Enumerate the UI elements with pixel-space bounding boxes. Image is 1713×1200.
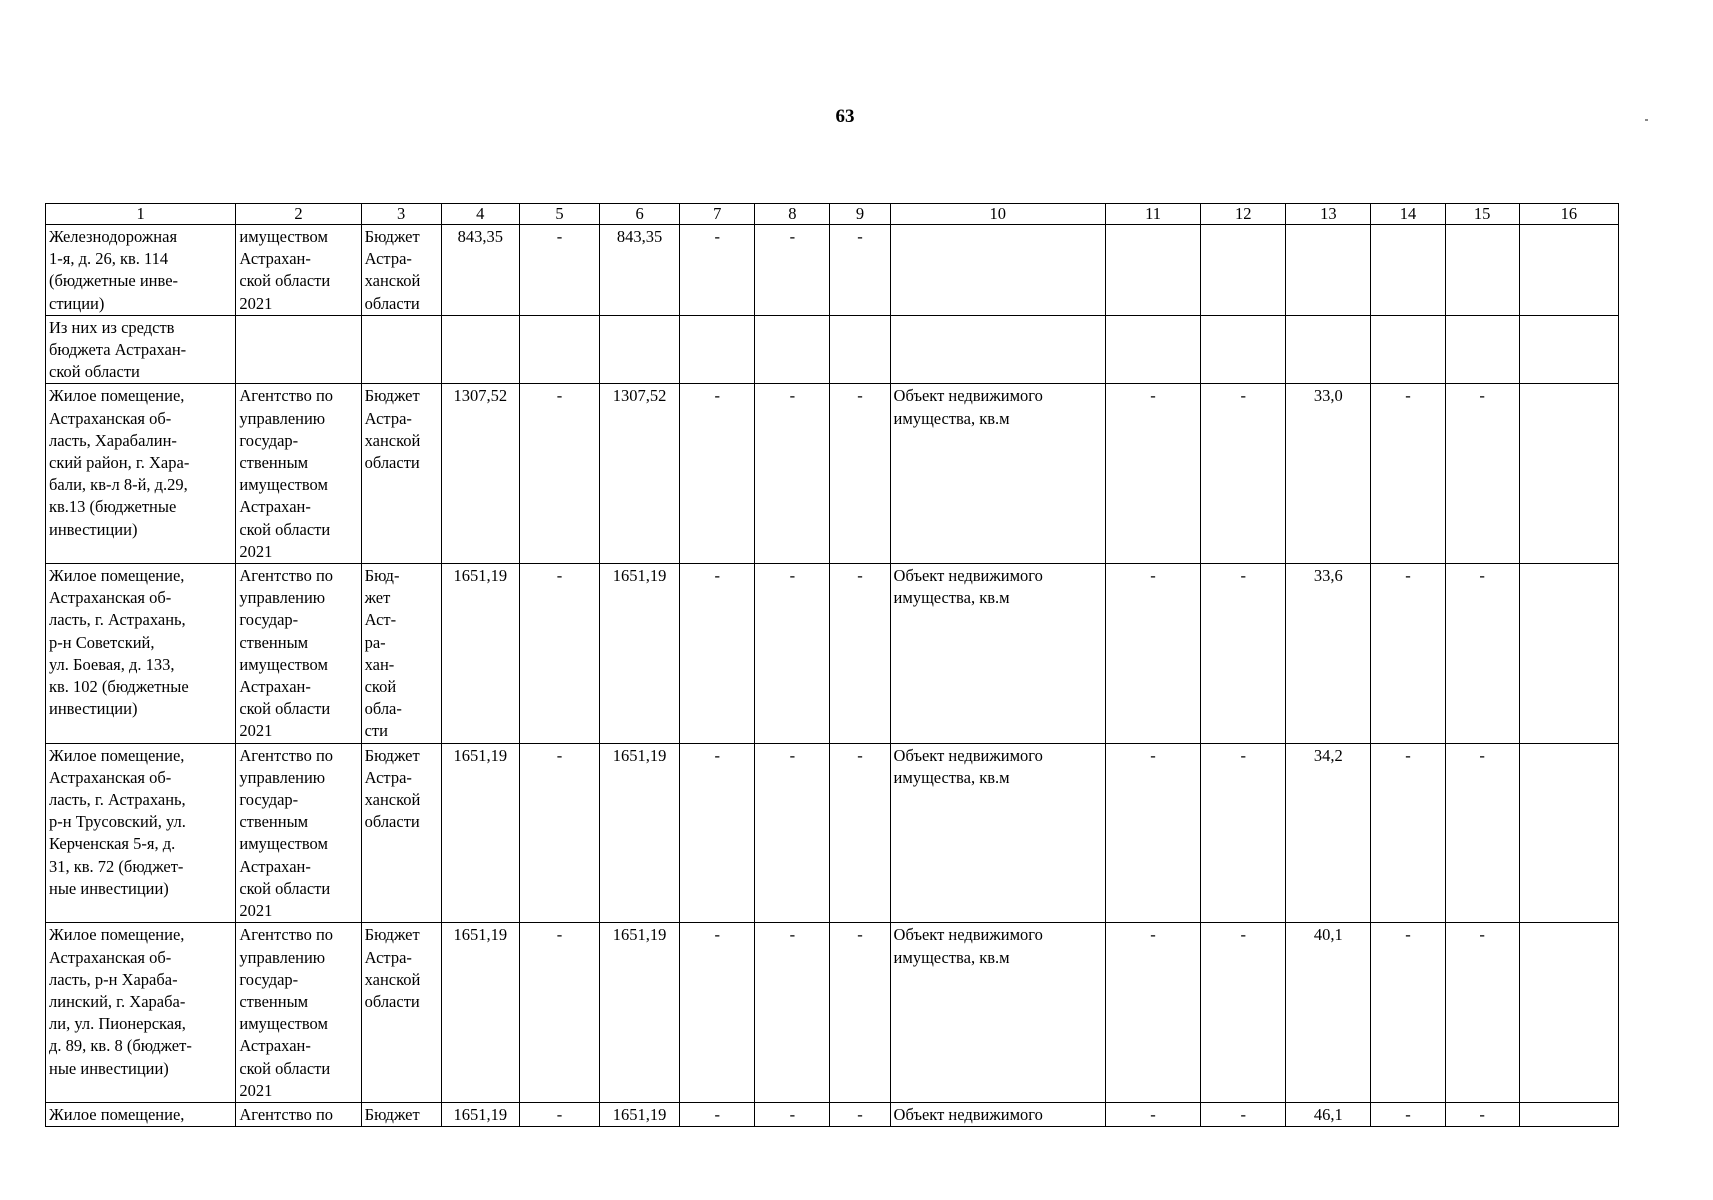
table-cell-col-7: -	[680, 564, 755, 744]
table-cell-col-4: 843,35	[441, 225, 519, 316]
table-cell-col-13	[1286, 315, 1371, 384]
table-cell-col-8: -	[755, 1102, 830, 1126]
column-number-14: 14	[1371, 204, 1445, 225]
table-cell-col-15	[1445, 315, 1519, 384]
table-cell-col-8: -	[755, 384, 830, 564]
table-cell-col-16	[1519, 384, 1618, 564]
table-cell-col-8	[755, 315, 830, 384]
table-cell-col-14: -	[1371, 923, 1445, 1103]
table-cell-col-14: -	[1371, 564, 1445, 744]
column-number-6: 6	[600, 204, 680, 225]
table-cell-col-7: -	[680, 923, 755, 1103]
table-cell-col-15: -	[1445, 923, 1519, 1103]
table-row	[46, 743, 1619, 923]
table-cell-col-1: Жилое помещение,	[46, 1102, 236, 1126]
table-cell-col-10: Объект недвижимого имущества, кв.м	[890, 384, 1105, 564]
table-cell-col-4: 1651,19	[441, 1102, 519, 1126]
table-cell-col-1: Жилое помещение, Астраханская об- ласть, Харабалин- ский район, г. Хара- бали, кв-л 8-й, д.29, кв.13 (бюджетные инвестиции)	[46, 384, 236, 564]
table-cell-col-9: -	[830, 225, 890, 316]
table-cell-col-1: Жилое помещение, Астраханская об- ласть, р-н Хараба- линский, г. Хараба- ли, ул. Пионерская, д. 89, кв. 8 (бюджет- ные инвестиции)	[46, 923, 236, 1103]
table-cell-col-8: -	[755, 923, 830, 1103]
table-cell-col-14: -	[1371, 1102, 1445, 1126]
table-cell-col-2	[236, 315, 361, 384]
table-cell-col-9: -	[830, 564, 890, 744]
table-cell-col-16	[1519, 923, 1618, 1103]
table-cell-col-16	[1519, 1102, 1618, 1126]
table-cell-col-10	[890, 225, 1105, 316]
table-cell-col-5: -	[519, 1102, 599, 1126]
table-cell-col-1: Из них из средств бюджета Астрахан- ской области	[46, 315, 236, 384]
table-cell-col-13: 34,2	[1286, 743, 1371, 923]
table-cell-col-6	[600, 315, 680, 384]
data-table	[45, 203, 1619, 1127]
table-cell-col-12: -	[1201, 384, 1286, 564]
table-cell-col-12: -	[1201, 743, 1286, 923]
table-cell-col-5: -	[519, 564, 599, 744]
table-cell-col-7: -	[680, 384, 755, 564]
table-cell-col-4: 1651,19	[441, 564, 519, 744]
table-cell-col-3: Бюд- жет Аст- ра- хан- ской обла- сти	[361, 564, 441, 744]
table-cell-col-2: имуществом Астрахан- ской области 2021	[236, 225, 361, 316]
table-cell-col-9: -	[830, 384, 890, 564]
table-cell-col-10: Объект недвижимого имущества, кв.м	[890, 923, 1105, 1103]
table-cell-col-14	[1371, 315, 1445, 384]
table-cell-col-11	[1105, 225, 1200, 316]
table-cell-col-13	[1286, 225, 1371, 316]
table-cell-col-15	[1445, 225, 1519, 316]
table-cell-col-4: 1651,19	[441, 923, 519, 1103]
table-cell-col-9: -	[830, 1102, 890, 1126]
table-cell-col-16	[1519, 564, 1618, 744]
table-cell-col-6: 1651,19	[600, 564, 680, 744]
table-cell-col-6: 1651,19	[600, 923, 680, 1103]
table-cell-col-11: -	[1105, 384, 1200, 564]
column-number-15: 15	[1445, 204, 1519, 225]
table-cell-col-2: Агентство по управлению государ- ственным имуществом Астрахан- ской области 2021	[236, 384, 361, 564]
table-cell-col-10	[890, 315, 1105, 384]
column-number-12: 12	[1201, 204, 1286, 225]
table-cell-col-11	[1105, 315, 1200, 384]
table-cell-col-11: -	[1105, 1102, 1200, 1126]
column-number-4: 4	[441, 204, 519, 225]
table-cell-col-6: 1307,52	[600, 384, 680, 564]
table-cell-col-5	[519, 315, 599, 384]
table-cell-col-10: Объект недвижимого	[890, 1102, 1105, 1126]
table-cell-col-15: -	[1445, 743, 1519, 923]
table-cell-col-3: Бюджет Астра- ханской области	[361, 384, 441, 564]
column-number-2: 2	[236, 204, 361, 225]
table-row	[46, 923, 1619, 1103]
table-cell-col-5: -	[519, 923, 599, 1103]
table-cell-col-7: -	[680, 743, 755, 923]
table-cell-col-9	[830, 315, 890, 384]
table-cell-col-8: -	[755, 743, 830, 923]
table-cell-col-15: -	[1445, 384, 1519, 564]
column-number-7: 7	[680, 204, 755, 225]
table-cell-col-11: -	[1105, 923, 1200, 1103]
table-cell-col-3: Бюджет Астра- ханской области	[361, 923, 441, 1103]
table-row	[46, 315, 1619, 384]
table-cell-col-12: -	[1201, 1102, 1286, 1126]
table-cell-col-14	[1371, 225, 1445, 316]
table-cell-col-3: Бюджет Астра- ханской области	[361, 225, 441, 316]
table-cell-col-15: -	[1445, 1102, 1519, 1126]
column-number-5: 5	[519, 204, 599, 225]
table-cell-col-2: Агентство по управлению государ- ственным имуществом Астрахан- ской области 2021	[236, 743, 361, 923]
table-cell-col-13: 40,1	[1286, 923, 1371, 1103]
column-number-8: 8	[755, 204, 830, 225]
column-number-10: 10	[890, 204, 1105, 225]
table-cell-col-3	[361, 315, 441, 384]
table-cell-col-15: -	[1445, 564, 1519, 744]
table-cell-col-11: -	[1105, 564, 1200, 744]
table-cell-col-9: -	[830, 923, 890, 1103]
table-cell-col-5: -	[519, 384, 599, 564]
table-cell-col-3: Бюджет Астра- ханской области	[361, 743, 441, 923]
column-number-9: 9	[830, 204, 890, 225]
table-cell-col-4	[441, 315, 519, 384]
table-cell-col-2: Агентство по управлению государ- ственным имуществом Астрахан- ской области 2021	[236, 564, 361, 744]
table-row	[46, 225, 1619, 316]
table-cell-col-12	[1201, 315, 1286, 384]
table-cell-col-5: -	[519, 743, 599, 923]
column-number-3: 3	[361, 204, 441, 225]
table-cell-col-11: -	[1105, 743, 1200, 923]
table-cell-col-8: -	[755, 225, 830, 316]
table-cell-col-16	[1519, 743, 1618, 923]
table-cell-col-7: -	[680, 1102, 755, 1126]
column-number-16: 16	[1519, 204, 1618, 225]
table-cell-col-14: -	[1371, 384, 1445, 564]
table-cell-col-10: Объект недвижимого имущества, кв.м	[890, 743, 1105, 923]
table-cell-col-2: Агентство по управлению государ- ственным имуществом Астрахан- ской области 2021	[236, 923, 361, 1103]
scan-speck	[1645, 119, 1648, 121]
column-number-11: 11	[1105, 204, 1200, 225]
table-cell-col-5: -	[519, 225, 599, 316]
table-row	[46, 564, 1619, 744]
table-cell-col-7: -	[680, 225, 755, 316]
table-cell-col-6: 1651,19	[600, 1102, 680, 1126]
table-cell-col-13: 46,1	[1286, 1102, 1371, 1126]
table-cell-col-3: Бюджет	[361, 1102, 441, 1126]
table-cell-col-4: 1307,52	[441, 384, 519, 564]
table-cell-col-16	[1519, 225, 1618, 316]
table-cell-col-1: Железнодорожная 1-я, д. 26, кв. 114 (бюджетные инве- стиции)	[46, 225, 236, 316]
table-cell-col-6: 1651,19	[600, 743, 680, 923]
table-cell-col-1: Жилое помещение, Астраханская об- ласть, г. Астрахань, р-н Трусовский, ул. Керченская 5-я, д. 31, кв. 72 (бюджет- ные инвестиции)	[46, 743, 236, 923]
column-number-1: 1	[46, 204, 236, 225]
table-cell-col-8: -	[755, 564, 830, 744]
table-cell-col-2: Агентство по	[236, 1102, 361, 1126]
table-cell-col-12	[1201, 225, 1286, 316]
table-row	[46, 1102, 1619, 1126]
table-cell-col-4: 1651,19	[441, 743, 519, 923]
column-number-13: 13	[1286, 204, 1371, 225]
table-cell-col-13: 33,0	[1286, 384, 1371, 564]
table-cell-col-12: -	[1201, 564, 1286, 744]
table-cell-col-13: 33,6	[1286, 564, 1371, 744]
table-cell-col-1: Жилое помещение, Астраханская об- ласть, г. Астрахань, р-н Советский, ул. Боевая, д. 133, кв. 102 (бюджетные инвестиции)	[46, 564, 236, 744]
table-cell-col-9: -	[830, 743, 890, 923]
table-cell-col-16	[1519, 315, 1618, 384]
column-number-row	[46, 204, 1619, 225]
table-row	[46, 384, 1619, 564]
table-cell-col-10: Объект недвижимого имущества, кв.м	[890, 564, 1105, 744]
table-cell-col-14: -	[1371, 743, 1445, 923]
table-cell-col-12: -	[1201, 923, 1286, 1103]
page-number: 63	[835, 106, 855, 127]
table-cell-col-7	[680, 315, 755, 384]
table-cell-col-6: 843,35	[600, 225, 680, 316]
